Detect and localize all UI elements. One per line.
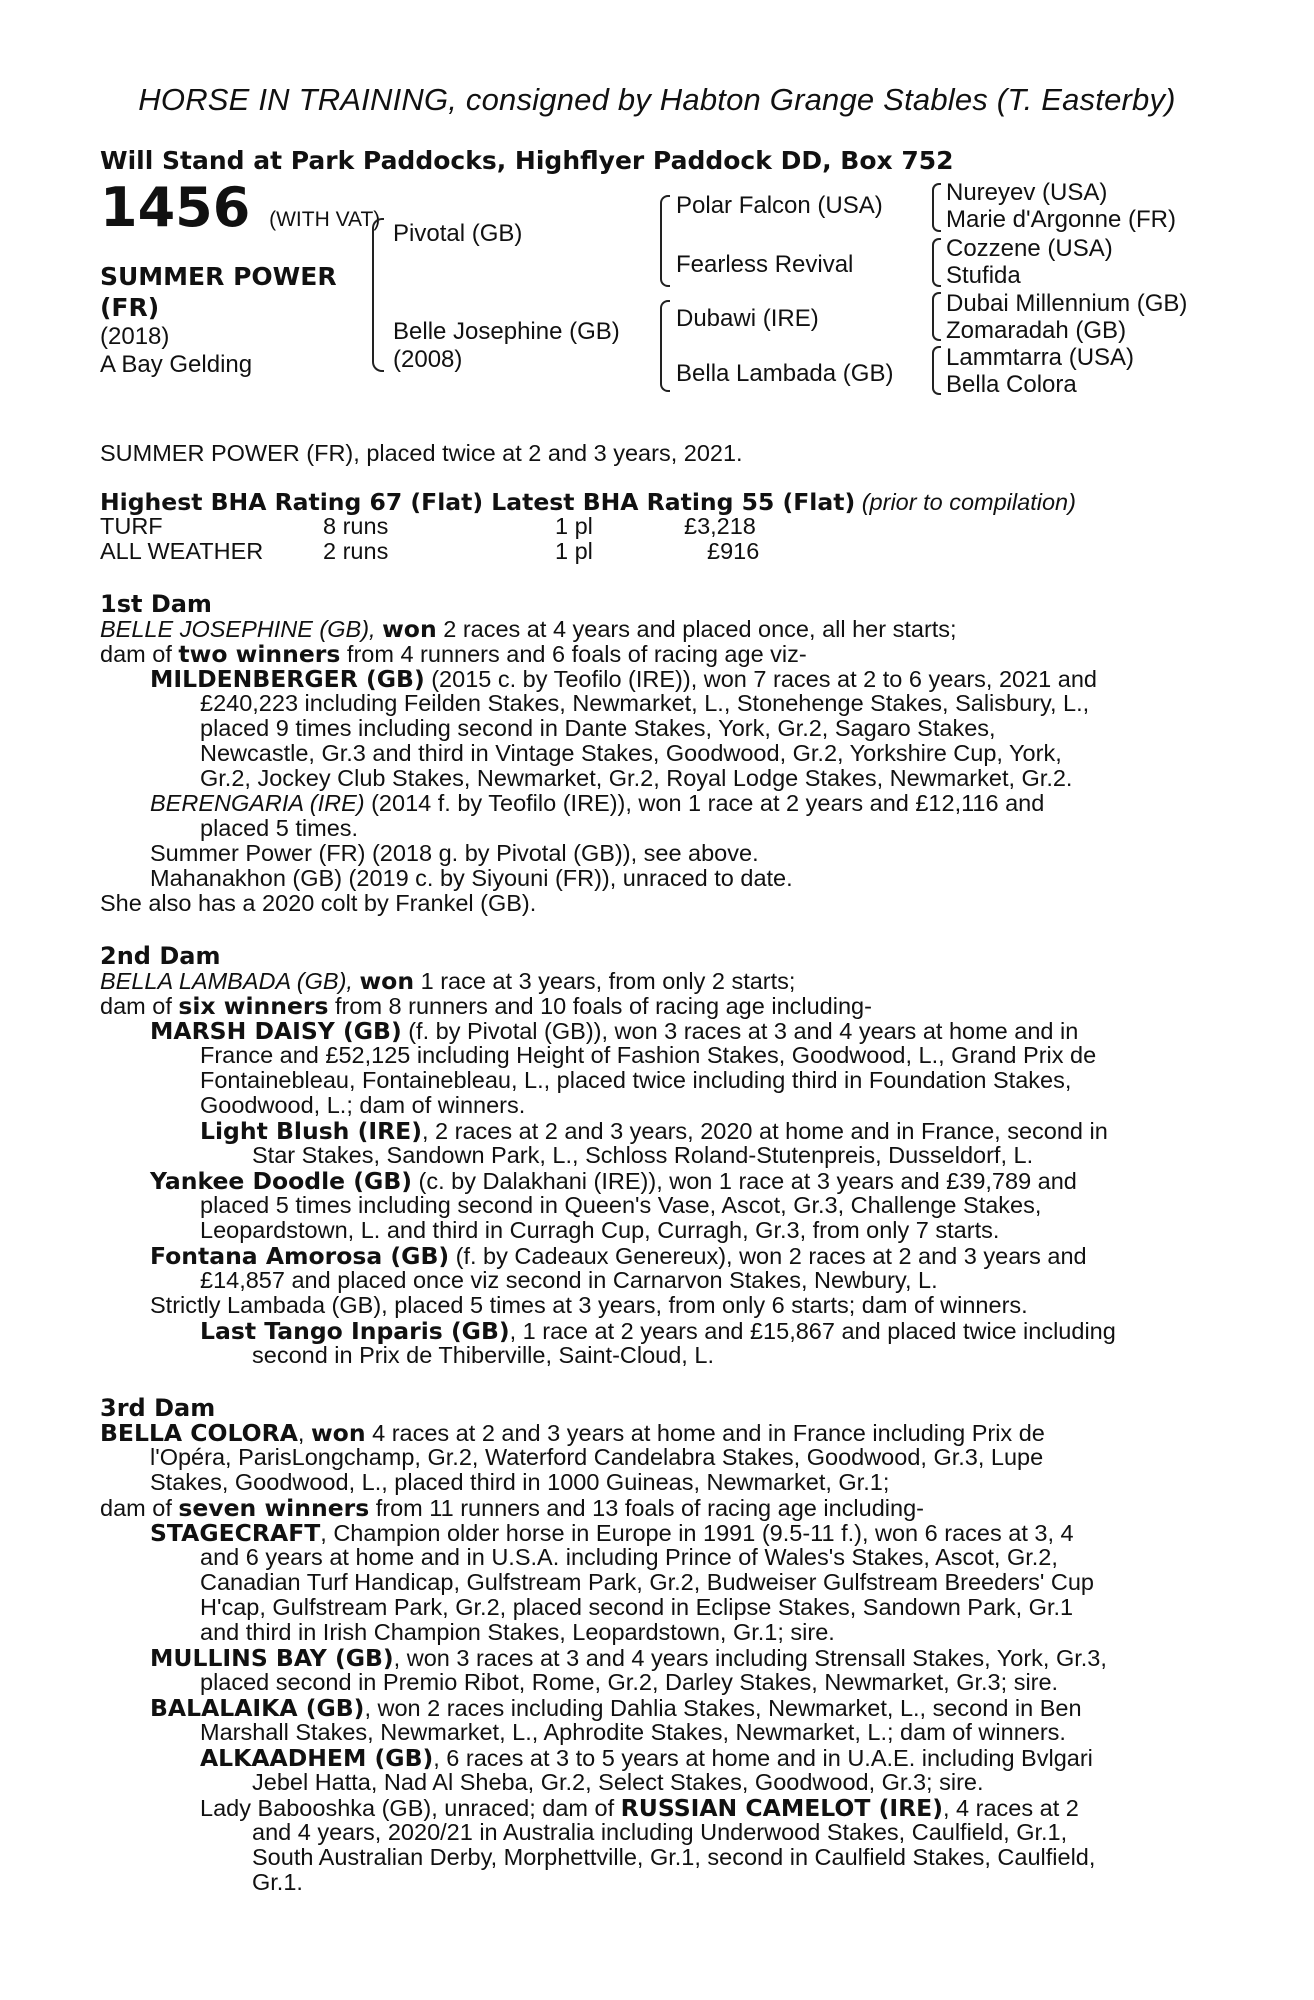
- third-dam-winners: seven winners: [178, 1494, 370, 1522]
- mildenberger-line-2: £240,223 including Feilden Stakes, Newmarket, L., Stonehenge Stakes, Salisbury, L.,: [200, 690, 1090, 716]
- summer-power-line: Summer Power (FR) (2018 g. by Pivotal (GB)), see above.: [150, 840, 759, 866]
- yankee-doodle-line-1: [150, 1167, 1077, 1195]
- light-blush-name: Light Blush (IRE): [200, 1117, 422, 1145]
- light-blush-line-2: Star Stakes, Sandown Park, L., Schloss Roland-Stutenpreis, Dusseldorf, L.: [252, 1142, 1034, 1168]
- fontana-amorosa-name: Fontana Amorosa (GB): [150, 1242, 450, 1270]
- pedigree-dam: Belle Josephine (GB): [393, 318, 620, 345]
- russian-camelot-text: , 4 races at 2: [942, 1795, 1079, 1821]
- pedigree-brace-g1: [932, 183, 941, 232]
- balalaika-line-2: Marshall Stakes, Newmarket, L., Aphrodite Stakes, Newmarket, L.; dam of winners.: [200, 1719, 1066, 1745]
- balalaika-text: , won 2 races including Dahlia Stakes, Newmarket, L., second in Ben: [364, 1695, 1082, 1721]
- third-dam-dam-of: dam of: [100, 1495, 172, 1521]
- marsh-daisy-line-2: France and £52,125 including Height of Fashion Stakes, Goodwood, L., Grand Prix de: [200, 1042, 1097, 1068]
- stagecraft-line-4: H'cap, Gulfstream Park, Gr.2, placed second in Eclipse Stakes, Sandown Park, Gr.1: [200, 1594, 1074, 1620]
- berengaria-text: (2014 f. by Teofilo (IRE)), won 1 race at 2 years and £12,116 and: [371, 790, 1045, 816]
- ratings-row-aw-prize: £916: [707, 538, 760, 564]
- third-dam-heading: 3rd Dam: [100, 1394, 216, 1422]
- first-dam-dam-of: dam of: [100, 641, 172, 667]
- stagecraft-line-3: Canadian Turf Handicap, Gulfstream Park, Gr.2, Budweiser Gulfstream Breeders' Cup: [200, 1569, 1094, 1595]
- first-dam-name: BELLE JOSEPHINE (GB),: [100, 616, 376, 642]
- mildenberger-line-4: Newcastle, Gr.3 and third in Vintage Stakes, Goodwood, Gr.2, Yorkshire Cup, York,: [200, 740, 1062, 766]
- bella-colora-line-2: l'Opéra, ParisLongchamp, Gr.2, Waterford Candelabra Stakes, Goodwood, Gr.3, Lupe: [150, 1444, 1044, 1470]
- marsh-daisy-line-3: Fontainebleau, Fontainebleau, L., placed twice including third in Foundation Stakes,: [200, 1067, 1072, 1093]
- balalaika-line-1: [150, 1694, 1082, 1722]
- second-dam-dam-of: dam of: [100, 993, 172, 1019]
- mullins-bay-line-2: placed second in Premio Ribot, Rome, Gr.2, Darley Stakes, Newmarket, Gr.3; sire.: [200, 1669, 1059, 1695]
- stagecraft-line-1: [150, 1519, 1074, 1547]
- lot-number: 1456: [100, 176, 251, 239]
- ratings-row-turf-surface: TURF: [100, 513, 163, 539]
- bella-colora-name: BELLA COLORA: [100, 1419, 298, 1447]
- mildenberger-line-1: [150, 665, 1097, 693]
- pedigree-sire: Pivotal (GB): [393, 220, 523, 247]
- berengaria-line-2: placed 5 times.: [200, 815, 359, 841]
- second-dam-winners: six winners: [178, 992, 329, 1020]
- alkaadhem-line-2: Jebel Hatta, Nad Al Sheba, Gr.2, Select Stakes, Goodwood, Gr.3; sire.: [252, 1769, 984, 1795]
- pedigree-brace-g3: [932, 292, 941, 341]
- mullins-bay-name: MULLINS BAY (GB): [150, 1644, 394, 1672]
- last-tango-line-2: second in Prix de Thiberville, Saint-Cloud, L.: [252, 1342, 714, 1368]
- ratings-row-aw-runs: 2 runs: [323, 538, 389, 564]
- pedigree-dam-year: (2008): [393, 346, 463, 373]
- mahanakhon-line: Mahanakhon (GB) (2019 c. by Siyouni (FR)), unraced to date.: [150, 865, 793, 891]
- pedigree-brace-g4: [932, 346, 941, 395]
- berengaria-name: BERENGARIA (IRE): [150, 790, 365, 816]
- lady-babooshka-line-3: South Australian Derby, Morphettville, Gr.1, second in Caulfield Stakes, Caulfield,: [252, 1844, 1096, 1870]
- stagecraft-name: STAGECRAFT: [150, 1519, 321, 1547]
- balalaika-name: BALALAIKA (GB): [150, 1694, 365, 1722]
- fontana-amorosa-text: (f. by Cadeaux Genereux), won 2 races at 2 and 3 years and: [455, 1243, 1087, 1269]
- horse-description: A Bay Gelding: [100, 351, 253, 378]
- yankee-doodle-line-3: Leopardstown, L. and third in Curragh Cup, Curragh, Gr.3, from only 7 starts.: [200, 1217, 1000, 1243]
- bella-colora-text: 4 races at 2 and 3 years at home and in France including Prix de: [372, 1420, 1045, 1446]
- light-blush-line-1: [200, 1117, 1108, 1145]
- lady-babooshka-text: Lady Babooshka (GB), unraced; dam of: [200, 1795, 615, 1821]
- bella-colora-won: won: [310, 1419, 366, 1447]
- strictly-lambada-line: Strictly Lambada (GB), placed 5 times at 3 years, from only 6 starts; dam of winners.: [150, 1292, 1028, 1318]
- pedigree-dam-sire: Dubawi (IRE): [676, 305, 819, 332]
- lot-location: Will Stand at Park Paddocks, Highflyer Paddock DD, Box 752: [100, 146, 954, 175]
- stagecraft-line-2: and 6 years at home and in U.S.A. including Prince of Wales's Stakes, Ascot, Gr.2,: [200, 1544, 1058, 1570]
- first-dam-record: 2 races at 4 years and placed once, all her starts;: [443, 616, 957, 642]
- ratings-row-aw-surface: ALL WEATHER: [100, 538, 264, 564]
- pedigree-g6: Zomaradah (GB): [946, 317, 1127, 344]
- mildenberger-line-5: Gr.2, Jockey Club Stakes, Newmarket, Gr.2, Royal Lodge Stakes, Newmarket, Gr.2.: [200, 765, 1073, 791]
- lady-babooshka-line-1: [200, 1794, 1079, 1822]
- second-dam-name: BELLA LAMBADA (GB),: [100, 968, 353, 994]
- marsh-daisy-text: (f. by Pivotal (GB)), won 3 races at 3 and 4 years at home and in: [408, 1018, 1079, 1044]
- bella-colora-line-1: BELLA COLORA, won 4 races at 2 and 3 years at home and in France including Prix de: [100, 1419, 1045, 1447]
- ratings-row-turf-prize: £3,218: [684, 513, 756, 539]
- pedigree-brace-main: [372, 218, 384, 372]
- mullins-bay-line-1: [150, 1644, 1107, 1672]
- third-dam-runners: from 11 runners and 13 foals of racing age including-: [375, 1495, 924, 1521]
- alkaadhem-name: ALKAADHEM (GB): [200, 1744, 434, 1772]
- first-dam-won: won: [382, 615, 437, 643]
- first-dam-winners: two winners: [178, 640, 341, 668]
- light-blush-text: , 2 races at 2 and 3 years, 2020 at home and in France, second in: [421, 1118, 1108, 1144]
- last-tango-line-1: [200, 1317, 1116, 1345]
- last-tango-name: Last Tango Inparis (GB): [200, 1317, 510, 1345]
- stagecraft-line-5: and third in Irish Champion Stakes, Leopardstown, Gr.1; sire.: [200, 1619, 835, 1645]
- horse-name: SUMMER POWER (FR): [100, 262, 337, 322]
- pedigree-g4: Stufida: [946, 262, 1021, 289]
- pedigree-sire-sire: Polar Falcon (USA): [676, 192, 883, 219]
- ratings-row-aw-placed: 1 pl: [555, 538, 593, 564]
- ratings-note: (prior to compilation): [861, 489, 1076, 515]
- pedigree-g1: Nureyev (USA): [946, 179, 1108, 206]
- pedigree-g2: Marie d'Argonne (FR): [946, 206, 1176, 233]
- pedigree-g8: Bella Colora: [946, 371, 1077, 398]
- alkaadhem-line-1: [200, 1744, 1093, 1772]
- horse-year: (2018): [100, 323, 170, 350]
- ratings-row-turf-runs: 8 runs: [323, 513, 389, 539]
- berengaria-line-1: [150, 790, 1044, 817]
- marsh-daisy-line-1: [150, 1017, 1078, 1045]
- lot-number-line: [100, 176, 381, 239]
- yankee-doodle-text: (c. by Dalakhani (IRE)), won 1 race at 3 years and £39,789 and: [418, 1168, 1077, 1194]
- third-dam-line-4: [100, 1494, 924, 1522]
- page-header: HORSE IN TRAINING, consigned by Habton Grange Stables (T. Easterby): [138, 82, 1176, 117]
- pedigree-sire-dam: Fearless Revival: [676, 251, 854, 278]
- pedigree-g7: Lammtarra (USA): [946, 344, 1135, 371]
- second-dam-heading: 2nd Dam: [100, 942, 221, 970]
- mildenberger-text: (2015 c. by Teofilo (IRE)), won 7 races at 2 to 6 years, 2021 and: [431, 666, 1097, 692]
- mildenberger-name: MILDENBERGER (GB): [150, 665, 425, 693]
- ratings-title: Highest BHA Rating 67 (Flat) Latest BHA Rating 55 (Flat): [100, 488, 856, 516]
- pedigree-g3: Cozzene (USA): [946, 235, 1113, 262]
- ratings-heading: [100, 488, 1076, 516]
- marsh-daisy-line-4: Goodwood, L.; dam of winners.: [200, 1092, 526, 1118]
- pedigree-brace-dam: [660, 300, 670, 392]
- first-dam-line-1: [100, 615, 957, 643]
- lady-babooshka-line-2: and 4 years, 2020/21 in Australia including Underwood Stakes, Caulfield, Gr.1,: [252, 1819, 1068, 1845]
- fontana-amorosa-line-1: [150, 1242, 1087, 1270]
- second-dam-runners: from 8 runners and 10 foals of racing age including-: [335, 993, 872, 1019]
- second-dam-record: 1 race at 3 years, from only 2 starts;: [420, 968, 796, 994]
- frankel-colt-line: She also has a 2020 colt by Frankel (GB).: [100, 890, 537, 916]
- marsh-daisy-name: MARSH DAISY (GB): [150, 1017, 402, 1045]
- summary-line: SUMMER POWER (FR), placed twice at 2 and 3 years, 2021.: [100, 440, 743, 466]
- first-dam-heading: 1st Dam: [100, 590, 212, 618]
- last-tango-text: , 1 race at 2 years and £15,867 and placed twice including: [509, 1318, 1116, 1344]
- second-dam-line-1: [100, 967, 795, 995]
- alkaadhem-text: , 6 races at 3 to 5 years at home and in U.A.E. including Bvlgari: [433, 1745, 1093, 1771]
- bella-colora-line-3: Stakes, Goodwood, L., placed third in 1000 Guineas, Newmarket, Gr.1;: [150, 1469, 890, 1495]
- lady-babooshka-line-4: Gr.1.: [252, 1869, 303, 1895]
- first-dam-line-2: [100, 640, 807, 668]
- pedigree-g5: Dubai Millennium (GB): [946, 290, 1188, 317]
- mildenberger-line-3: placed 9 times including second in Dante Stakes, York, Gr.2, Sagaro Stakes,: [200, 715, 996, 741]
- russian-camelot-name: RUSSIAN CAMELOT (IRE): [620, 1794, 943, 1822]
- stagecraft-text: , Champion older horse in Europe in 1991 (9.5-11 f.), won 6 races at 3, 4: [320, 1520, 1074, 1546]
- ratings-row-turf-placed: 1 pl: [555, 513, 593, 539]
- first-dam-runners: from 4 runners and 6 foals of racing age viz-: [346, 641, 807, 667]
- fontana-amorosa-line-2: £14,857 and placed once viz second in Carnarvon Stakes, Newbury, L.: [200, 1267, 938, 1293]
- mullins-bay-text: , won 3 races at 3 and 4 years including Strensall Stakes, York, Gr.3,: [393, 1645, 1107, 1671]
- vat-note: (WITH VAT): [269, 208, 381, 231]
- second-dam-won: won: [359, 967, 415, 995]
- yankee-doodle-line-2: placed 5 times including second in Queen's Vase, Ascot, Gr.3, Challenge Stakes,: [200, 1192, 1042, 1218]
- yankee-doodle-name: Yankee Doodle (GB): [150, 1167, 412, 1195]
- pedigree-brace-sire: [660, 195, 670, 287]
- pedigree-dam-dam: Bella Lambada (GB): [676, 360, 894, 387]
- second-dam-line-2: [100, 992, 872, 1020]
- pedigree-brace-g2: [932, 238, 941, 287]
